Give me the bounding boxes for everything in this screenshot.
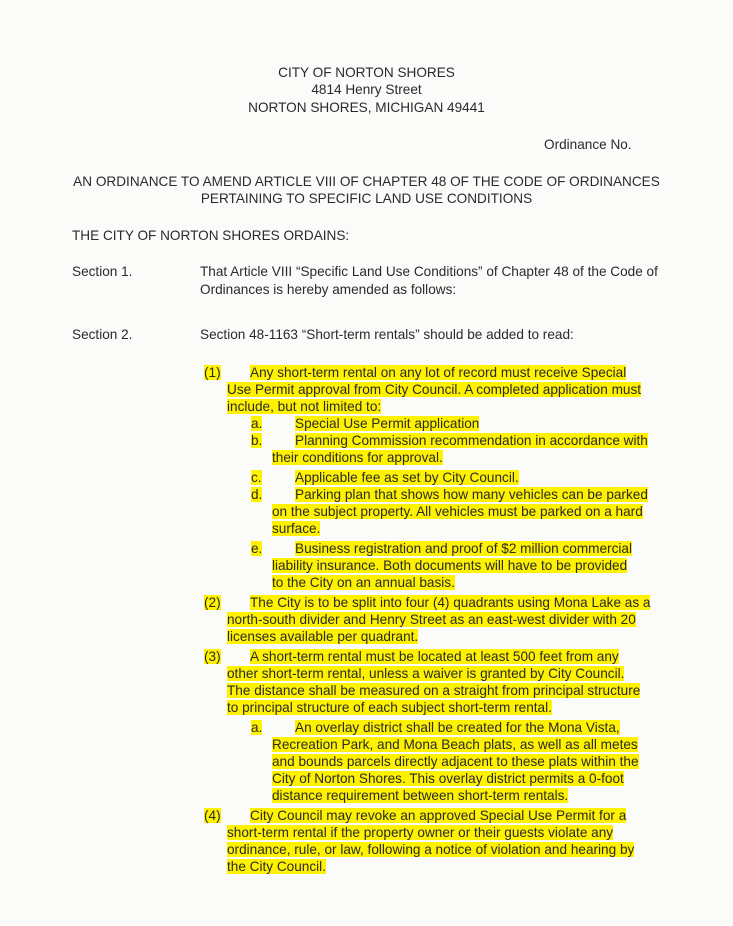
item1c-letter: c. <box>251 470 262 485</box>
item3-line3: The distance shall be measured on a straight from principal structure <box>227 683 641 698</box>
item1-line2: Use Permit approval from City Council. A completed application must <box>227 382 642 397</box>
item3a-line5: distance requirement between short-term rentals. <box>272 788 569 803</box>
ordinance-number-label: Ordinance No. <box>544 137 632 152</box>
section1-text-line1: That Article VIII “Specific Land Use Conditions” of Chapter 48 of the Code of <box>200 264 658 279</box>
item1d-line1: Parking plan that shows how many vehicles can be parked <box>295 487 648 502</box>
item2-line2: north-south divider and Henry Street as an east-west divider with 20 <box>227 612 636 627</box>
item1-number: (1) <box>204 365 221 380</box>
item1d-letter: d. <box>251 487 263 502</box>
city-name: CITY OF NORTON SHORES <box>278 65 455 80</box>
item4-number: (4) <box>204 808 221 823</box>
item3-number: (3) <box>204 649 221 664</box>
section2-text: Section 48-1163 “Short-term rentals” should be added to read: <box>200 327 574 342</box>
city-state-zip: NORTON SHORES, MICHIGAN 49441 <box>248 100 485 115</box>
item1e-letter: e. <box>251 541 263 556</box>
ordains-statement: THE CITY OF NORTON SHORES ORDAINS: <box>72 228 350 243</box>
section1-label: Section 1. <box>72 264 133 279</box>
section2-label: Section 2. <box>72 327 133 342</box>
item3a-line1: An overlay district shall be created for the Mona Vista, <box>295 720 620 735</box>
item1a-line1: Special Use Permit application <box>295 416 480 431</box>
item4-line3: ordinance, rule, or law, following a notice of violation and hearing by <box>227 842 635 857</box>
item2-line3: licenses available per quadrant. <box>227 629 419 644</box>
item1e-line2: liability insurance. Both documents will have to be provided <box>272 558 628 573</box>
item2-line1: The City is to be split into four (4) quadrants using Mona Lake as a <box>250 595 651 610</box>
item1-line1: Any short-term rental on any lot of record must receive Special <box>250 365 627 380</box>
item1d-line2: on the subject property. All vehicles must be parked on a hard <box>272 504 643 519</box>
street-address: 4814 Henry Street <box>311 82 422 97</box>
item3-line4: to principal structure of each subject short-term rental. <box>227 700 552 715</box>
item1e-line1: Business registration and proof of $2 million commercial <box>295 541 632 556</box>
item1e-line3: to the City on an annual basis. <box>272 575 455 590</box>
item3a-line3: and bounds parcels directly adjacent to these plats within the <box>272 754 639 769</box>
item4-line4: the City Council. <box>227 859 326 874</box>
item3-line1: A short-term rental must be located at least 500 feet from any <box>250 649 619 664</box>
item1c-line1: Applicable fee as set by City Council. <box>295 470 519 485</box>
item3-line2: other short-term rental, unless a waiver is granted by City Council. <box>227 666 625 681</box>
item1-line3: include, but not limited to: <box>227 399 382 414</box>
item2-number: (2) <box>204 595 221 610</box>
ordinance-title-line2: PERTAINING TO SPECIFIC LAND USE CONDITIONS <box>200 191 533 206</box>
item3a-line2: Recreation Park, and Mona Beach plats, as well as all metes <box>272 737 638 752</box>
item1b-line1: Planning Commission recommendation in accordance with <box>295 433 648 448</box>
item1b-line2: their conditions for approval. <box>272 450 443 465</box>
item1b-letter: b. <box>251 433 263 448</box>
ordinance-title-line1: AN ORDINANCE TO AMEND ARTICLE VIII OF CHAPTER 48 OF THE CODE OF ORDINANCES <box>73 174 660 189</box>
item4-line2: short-term rental if the property owner or their guests violate any <box>227 825 614 840</box>
item1d-line3: surface. <box>272 521 321 536</box>
section1-text-line2: Ordinances is hereby amended as follows: <box>200 282 457 297</box>
item4-line1: City Council may revoke an approved Special Use Permit for a <box>250 808 627 823</box>
item1a-letter: a. <box>251 416 263 431</box>
item3a-line4: City of Norton Shores. This overlay district permits a 0-foot <box>272 771 624 786</box>
item3a-letter: a. <box>251 720 263 735</box>
